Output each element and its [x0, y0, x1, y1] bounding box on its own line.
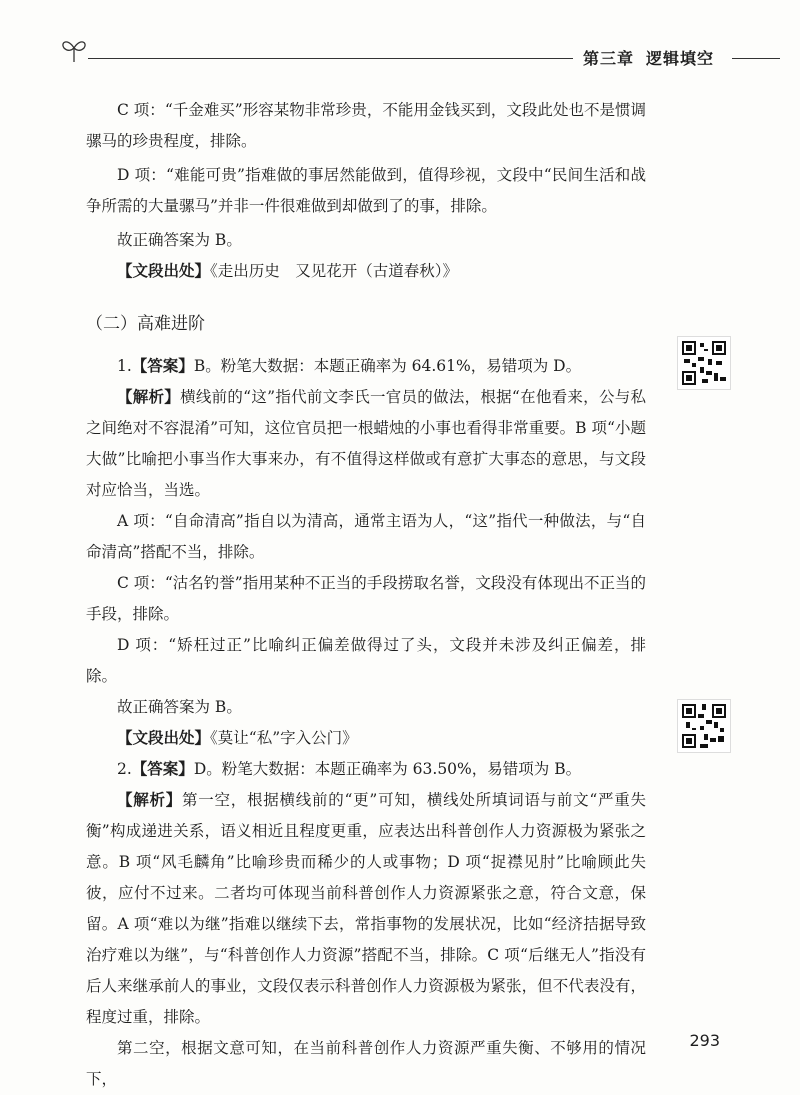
section-title: （二）高难进阶 — [86, 314, 205, 334]
page-header — [60, 34, 780, 74]
qr-code-q1[interactable] — [678, 337, 730, 389]
q1-analysis: 【解析】横线前的“这”指代前文李氏一官员的做法，根据“在他看来，公与私之间绝对不容混淆”可知，这位官员把一根蜡烛的小事也看得非常重要。B 项“小题大做”比喻把小事当作大事来办，有不值得这样做或有意扩大事态的意思，与文段对应恰当，当选。 — [86, 388, 646, 499]
q1-conclusion: 故正确答案为 B。 — [117, 698, 242, 716]
qr-code-q2[interactable] — [678, 700, 730, 752]
q2-answer: 2.【答案】D。粉笔大数据：本题正确率为 63.50%，易错项为 B。 — [117, 760, 582, 778]
page-number: 293 — [689, 1031, 720, 1050]
qr-code-icon — [680, 339, 728, 387]
q2-second-blank: 第二空，根据文意可知，在当前科普创作人力资源严重失衡、不够用的情况下， — [86, 1039, 646, 1088]
q2-analysis: 【解析】第一空，根据横线前的“更”可知，横线处所填词语与前文“严重失衡”构成递进关系，语义相近且程度更重，应表达出科普创作人力资源极为紧张之意。B 项“风毛麟角”比喻珍贵而稀少的人或事物；D 项“捉襟见肘”比喻顾此失彼，应付不过来。二者均可体现当前科普创作人力资源紧张之意，符合文意，保留。A 项“难以为继”指难以继续下去，常指事物的发展状况，比如“经济拮据导致治疗难以为继”，与“科普创作人力资源”搭配不当，排除。C 项“后继无人”指没有后人来继承前人的事业，文段仅表示科普创作人力资源极为紧张，但不代表没有，程度过重，排除。 — [86, 791, 646, 1026]
qr-code-icon — [680, 702, 728, 750]
chapter-title: 逻辑填空 — [645, 49, 714, 68]
source-line: 【文段出处】《走出历史 又见花开（古道春秋）》 — [117, 262, 459, 280]
header-rule — [88, 58, 598, 59]
chapter-label — [573, 46, 724, 69]
q1-source: 【文段出处】《莫让“私”字入公门》 — [117, 729, 358, 747]
q1-option: C 项：“沽名钓誉”指用某种不正当的手段捞取名誉，文段没有体现出不正当的手段，排除。 — [86, 574, 646, 623]
q1-option: A 项：“自命清高”指自以为清高，通常主语为人，“这”指代一种做法，与“自命清高”搭配不当，排除。 — [86, 512, 646, 561]
paragraph: C 项：“千金难买”形容某物非常珍贵，不能用金钱买到，文段此处也不是惯调骡马的珍贵程度，排除。 — [86, 101, 646, 150]
q1-option: D 项：“矫枉过正”比喻纠正偏差做得过了头，文段并未涉及纠正偏差，排除。 — [86, 636, 646, 685]
page-body — [86, 95, 646, 1095]
paragraph: 故正确答案为 B。 — [117, 231, 242, 249]
q1-answer: 1.【答案】B。粉笔大数据：本题正确率为 64.61%，易错项为 D。 — [117, 357, 582, 375]
sprout-icon — [60, 34, 88, 64]
paragraph: D 项：“难能可贵”指难做的事居然能做到，值得珍视，文段中“民间生活和战争所需的大量骡马”并非一件很难做到却做到了的事，排除。 — [86, 166, 646, 215]
chapter-number: 第三章 — [582, 49, 634, 68]
header-rule-right — [732, 58, 780, 59]
